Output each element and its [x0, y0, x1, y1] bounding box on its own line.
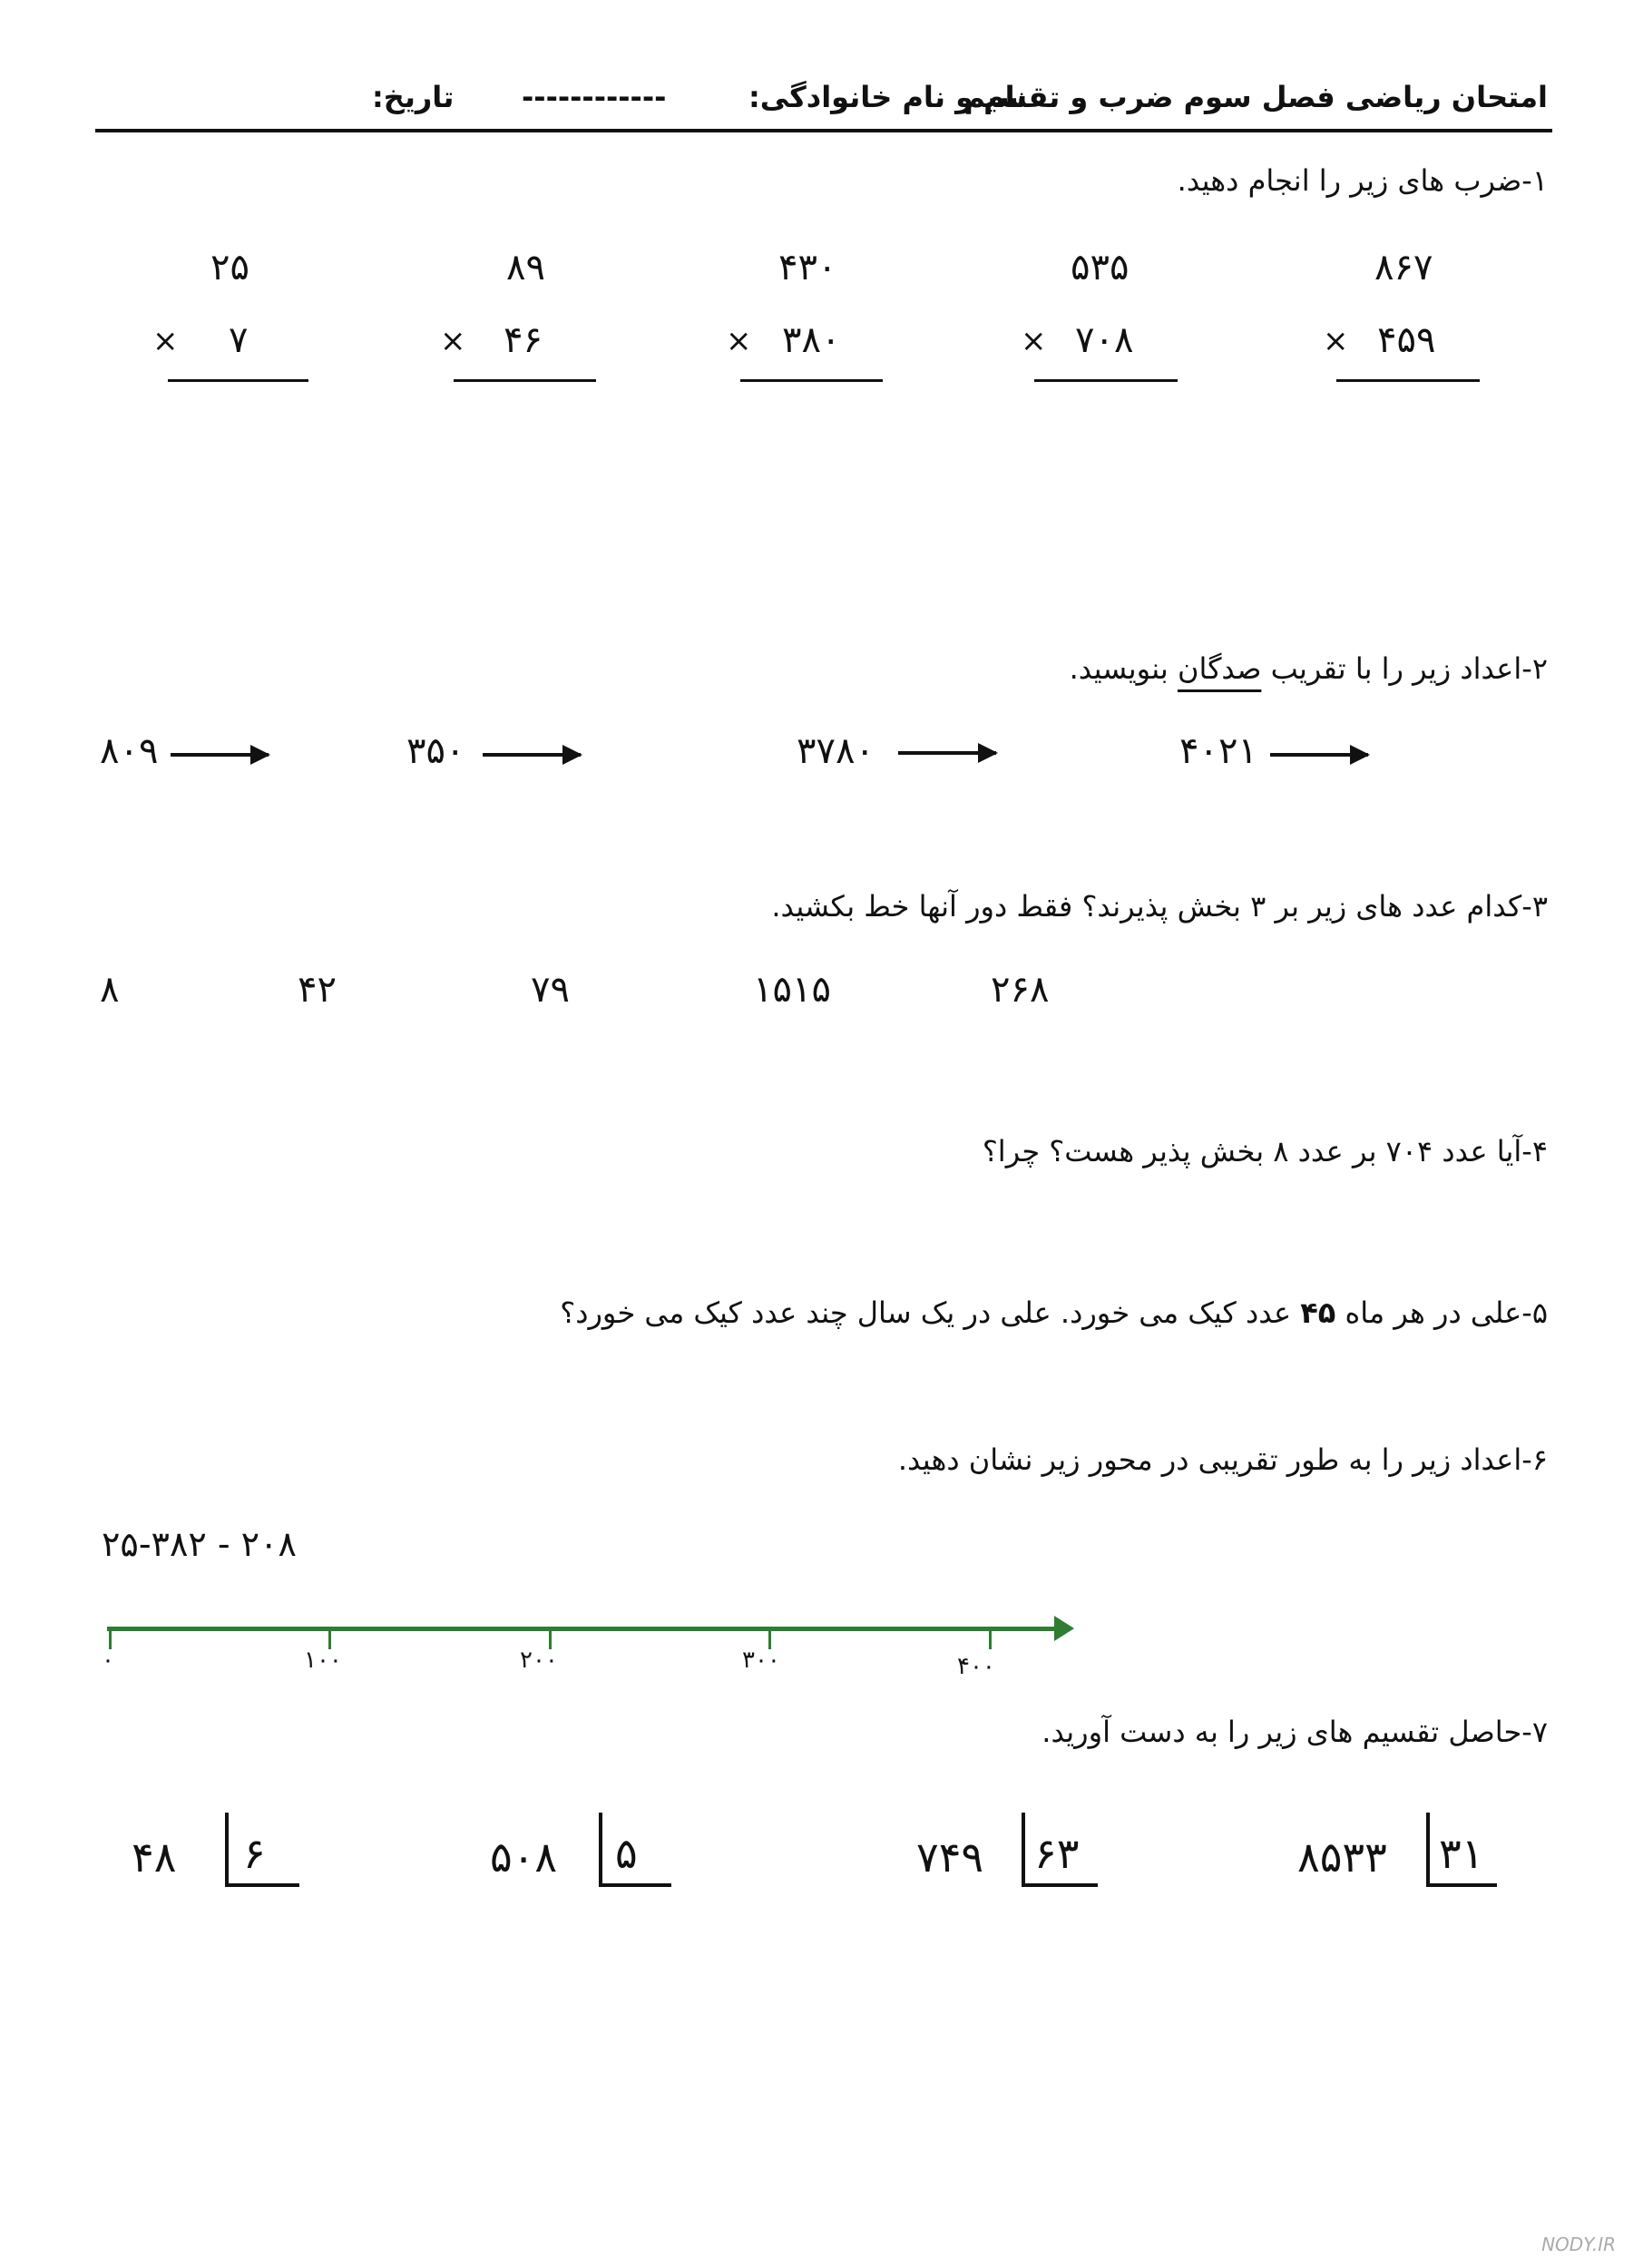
divisor: ۵	[615, 1829, 638, 1878]
multiplier: ۴۶	[504, 319, 543, 361]
axis-tick-label: ۱۰۰	[304, 1647, 342, 1674]
times-icon: ×	[1021, 323, 1047, 359]
question-5-text: ۵-علی در هر ماه	[1335, 1295, 1548, 1330]
exam-title: امتحان ریاضی فصل سوم ضرب و تقسیم	[963, 80, 1548, 114]
divisibility-number: ۱۵۱۵	[753, 969, 831, 1011]
axis-arrow-icon	[1054, 1616, 1074, 1641]
axis-line	[107, 1627, 1060, 1631]
rounding-number: ۳۵۰	[406, 730, 465, 772]
divisibility-number: ۴۲	[298, 969, 337, 1011]
question-5-bold-number: ۴۵	[1300, 1295, 1336, 1330]
axis-tick-label: ۴۰۰	[957, 1653, 995, 1680]
question-2-text: ۲-اعداد زیر را با تقریب	[1261, 651, 1548, 686]
dividend: ۷۴۹	[916, 1833, 984, 1882]
question-2-text-end: بنویسید.	[1069, 651, 1178, 686]
axis-tick-label: ۰	[102, 1647, 114, 1674]
answer-line	[168, 379, 308, 382]
times-icon: ×	[152, 323, 179, 359]
arrow-right-icon	[171, 753, 269, 757]
axis-tick-label: ۲۰۰	[520, 1647, 558, 1674]
multiplier: ۴۵۹	[1377, 319, 1436, 361]
answer-line	[1034, 379, 1178, 382]
multiplicand: ۴۳۰	[778, 247, 837, 288]
dividend: ۸۵۳۳	[1297, 1833, 1387, 1882]
dividend: ۴۸	[132, 1833, 177, 1882]
answer-line	[740, 379, 883, 382]
multiplicand: ۵۳۵	[1071, 247, 1130, 288]
name-label: نام و نام خانوادگی:	[748, 80, 1027, 114]
question-2	[1070, 651, 1548, 686]
times-icon: ×	[1323, 323, 1349, 359]
divisor: ۶	[243, 1829, 266, 1878]
question-3: ۳-کدام عدد های زیر بر ۳ بخش پذیرند؟ فقط دور آنها خط بکشید.	[771, 889, 1548, 924]
divisibility-number: ۲۶۸	[991, 969, 1050, 1011]
question-4: ۴-آیا عدد ۷۰۴ بر عدد ۸ بخش پذیر هست؟ چرا؟	[982, 1134, 1548, 1168]
question-7: ۷-حاصل تقسیم های زیر را به دست آورید.	[1042, 1715, 1548, 1749]
rounding-number: ۸۰۹	[100, 730, 159, 772]
divisibility-number: ۸	[100, 969, 120, 1011]
answer-line	[1336, 379, 1480, 382]
multiplier: ۷	[229, 319, 249, 361]
axis-tick-label: ۳۰۰	[742, 1647, 780, 1674]
multiplicand: ۸۹	[506, 247, 545, 288]
arrow-right-icon	[483, 753, 581, 757]
multiplier: ۷۰۸	[1075, 319, 1134, 361]
divisor: ۳۱	[1439, 1829, 1484, 1878]
question-5-text-end: عدد کیک می خورد. علی در یک سال چند عدد کیک می خورد؟	[560, 1295, 1301, 1330]
axis-tick	[989, 1629, 992, 1649]
arrow-right-icon	[1270, 753, 1368, 757]
multiplicand: ۲۵	[210, 247, 249, 288]
answer-line	[454, 379, 596, 382]
watermark: NODY.IR	[1541, 2234, 1616, 2255]
times-icon: ×	[440, 323, 466, 359]
multiplicand: ۸۶۷	[1374, 247, 1433, 288]
question-2-underlined: صدگان	[1177, 651, 1262, 686]
header-divider	[95, 129, 1552, 132]
rounding-number: ۴۰۲۱	[1179, 730, 1257, 772]
date-label: تاریخ:	[372, 80, 455, 114]
question-5	[560, 1295, 1548, 1330]
name-blank: ------------	[522, 80, 667, 114]
divisibility-number: ۷۹	[531, 969, 570, 1011]
times-icon: ×	[726, 323, 752, 359]
question-1: ۱-ضرب های زیر را انجام دهید.	[1177, 163, 1548, 198]
divisor: ۶۳	[1034, 1829, 1080, 1878]
dividend: ۵۰۸	[490, 1833, 558, 1882]
question-6: ۶-اعداد زیر را به طور تقریبی در محور زیر نشان دهید.	[897, 1442, 1548, 1477]
rounding-number: ۳۷۸۰	[797, 730, 875, 772]
arrow-right-icon	[898, 751, 996, 755]
multiplier: ۳۸۰	[782, 319, 841, 361]
values-to-plot: ۲۵-۳۸۲ - ۲۰۸	[102, 1524, 297, 1564]
